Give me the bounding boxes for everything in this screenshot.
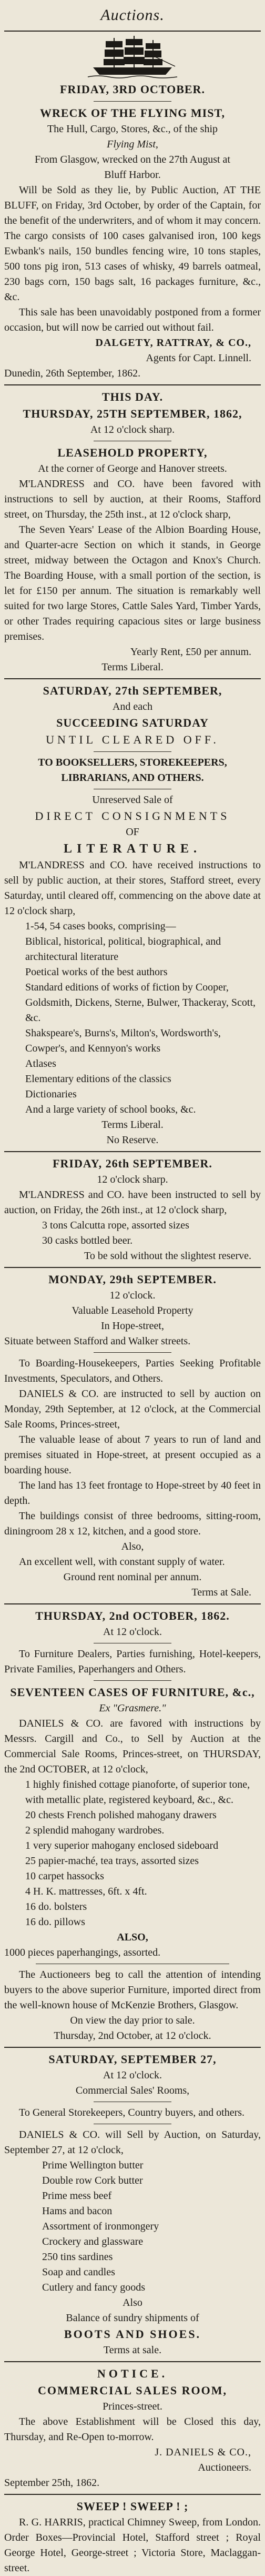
ad-rent: Yearly Rent, £50 per annum. [130, 646, 251, 658]
ad-body: Will be Sold as they lie, by Public Auction, AT THE BLUFF, on Friday, 3rd October, by order of the Captain, for the benefit of the underwriters, and of whom it may concern. The cargo consists of 100 cases galvanised iron, 100 kegs Ewbank's nails, 150 bundles fencing wire, 10 tons staples, 500 tons pig iron, 513 cases of whisky, 49 barrels oatmeal, 230 bags corn, 150 bags salt, 16 packages furniture, &c., &c. [4, 184, 261, 303]
divider [94, 1680, 171, 1681]
ad-also: ALSO, [117, 1931, 148, 1943]
ad-item: Prime mess beef [42, 2190, 112, 2202]
ad-body: R. G. HARRIS, practical Chimney Sweep, from London. Order Boxes—Provincial Hotel, Stafford street ; Royal George Hotel, George-street ; Victoria Store, Maclaggan-street. [4, 2516, 261, 2574]
ad-item: 1 very superior mahogany enclosed sideboard [25, 1840, 219, 1851]
ad-date: FRIDAY, 3RD OCTOBER. [60, 83, 205, 96]
ad-line: From Glasgow, wrecked on the 27th August at [35, 154, 230, 165]
ad-body: M'LANDRESS and CO. have been favored with instructions to sell by auction, at their Rooms, Stafford street, on Thursday, the 25th inst., at 12 o'clock sharp, [4, 478, 261, 520]
ad-item: Crockery and glassware [42, 2236, 144, 2247]
ad-date: THURSDAY, 2nd OCTOBER, 1862. [35, 1609, 230, 1622]
ship-icon [88, 35, 177, 80]
notice-sales-room [4, 2365, 261, 2491]
ad-body: M'LANDRESS and CO. have received instructions to sell by public auction, at their stores, Stafford street, every Saturday, until cleared off, commencing on the above date at 12 o'clock sharp, [4, 859, 261, 917]
ad-item: Also [123, 2297, 142, 2309]
ad-item: Poetical works of the best authors [25, 966, 168, 978]
ad-body: An excellent well, with constant supply of water. [19, 1556, 225, 1568]
ad-body: The valuable lease of about 7 years to run of land and premises situated in Hope-street, at present occupied as a boarding house. [4, 1434, 261, 1476]
ad-title: WRECK OF THE FLYING MIST, [39, 106, 225, 120]
divider [4, 1267, 261, 1268]
ad-item: 25 papier-maché, tea trays, assorted sizes [25, 1855, 199, 1867]
ad-place: Commercial Sales' Rooms, [75, 2085, 190, 2096]
divider [94, 751, 171, 752]
divider [4, 1151, 261, 1152]
ad-item: Prime Wellington butter [42, 2159, 144, 2171]
ad-line: Unreserved Sale of [92, 794, 173, 806]
ad-line: In Hope-street, [101, 1320, 164, 1332]
divider [4, 384, 261, 385]
ad-line: At the corner of George and Hanover streets. [38, 463, 227, 474]
ad-audience: To Boarding-Housekeepers, Parties Seeking Profitable Investments, Speculators, and Others. [4, 1358, 261, 1384]
ad-item: 250 tins sardines [42, 2251, 113, 2263]
ad-line: Valuable Leasehold Property [72, 1305, 193, 1316]
auction-literature [4, 682, 261, 1148]
ad-item: 1-54, 54 cases books, comprising— [25, 920, 176, 932]
ad-time: At 12 o'clock sharp. [90, 424, 175, 435]
ad-agent-role: Agents for Capt. Linnell. [146, 352, 251, 364]
ad-audience: To Furniture Dealers, Parties furnishing, Hotel-keepers, Private Families, Paperhangers and Others. [4, 1648, 261, 1675]
ad-audience: TO BOOKSELLERS, STOREKEEPERS, LIBRARIANS, AND OTHERS. [38, 757, 227, 784]
ad-dateline: September 25th, 1862. [4, 2477, 100, 2489]
ad-body: The Seven Years' Lease of the Albion Boarding House, and Quarter-acre Section on which it stands, in George street, midway between the Octagon and Knox's Church. The Boarding House, with a small portion of the section, is let for £150 per annum. The situation is remarkably well suited for two large Stores, Cattle Sales Yard, Timber Yards, or other Trades requiring capacious sites or large business premises. [4, 524, 261, 642]
ad-item: And a large variety of school books, &c. [25, 1104, 196, 1115]
ad-title: LEASEHOLD PROPERTY, [57, 446, 208, 459]
ad-date: SATURDAY, 27th SEPTEMBER, [43, 684, 222, 697]
divider [4, 678, 261, 679]
ad-agent: J. DANIELS & CO., [155, 2446, 251, 2458]
ad-body: The Auctioneers beg to call the attention of intending buyers to the above superior Furniture, imported direct from the well-known house of McKenzie Brothers, Glasgow. [4, 1969, 261, 2011]
ad-body: The above Establishment will be Closed this day, Thursday, and Re-Open to-morrow. [4, 2416, 261, 2443]
ad-date: SATURDAY, SEPTEMBER 27, [48, 2053, 217, 2066]
ad-terms: Terms Liberal. [101, 1119, 164, 1131]
ad-title: LITERATURE. [64, 842, 201, 856]
ad-date: THURSDAY, 25TH SEPTEMBER, 1862, [23, 407, 242, 420]
ad-day: THIS DAY. [101, 390, 164, 403]
ad-body: The land has 13 feet frontage to Hope-street by 40 feet in depth. [4, 1480, 261, 1507]
ad-line: And each [112, 701, 153, 712]
ad-item: Atlases [25, 1058, 56, 1069]
ad-line: DIRECT CONSIGNMENTS [35, 809, 230, 823]
ad-time: 12 o'clock sharp. [97, 1174, 168, 1185]
auction-rope-beer [4, 1155, 261, 1264]
ad-item: 10 carpet hassocks [25, 1870, 104, 1882]
ad-item: 3 tons Calcutta rope, assorted sizes [42, 1220, 189, 1231]
ad-item: 1000 pieces paperhangings, assorted. [4, 1947, 161, 1958]
ad-agent-role: Auctioneers. [198, 2462, 251, 2473]
divider [4, 2047, 261, 2048]
ad-item: Cutlery and fancy goods [42, 2282, 146, 2293]
ad-item: Shakspeare's, Burns's, Milton's, Wordsworth's, Cowper's, and Kennyon's works [25, 1027, 221, 1054]
ad-time: 12 o'clock. [109, 1290, 156, 1301]
ad-date: FRIDAY, 26th SEPTEMBER. [53, 1157, 212, 1170]
ad-item: 16 do. bolsters [25, 1901, 87, 1913]
ad-agent: DALGETY, RATTRAY, & CO., [95, 337, 251, 349]
ad-line: The Hull, Cargo, Stores, &c., of the ship [47, 123, 218, 135]
ad-item: Terms at sale. [103, 2344, 162, 2356]
ad-body: M'LANDRESS and CO. have been instructed to sell by auction, on Friday, the 26th inst., at 12 o'clock sharp, [4, 1189, 261, 1216]
ad-audience: To General Storekeepers, Country buyers, and others. [19, 2107, 245, 2118]
ad-body: The buildings consist of three bedrooms, sitting-room, diningroom 28 x 12, kitchen, and a good store. [4, 1510, 261, 1537]
ad-terms: Terms Liberal. [101, 661, 164, 673]
auction-hope-street [4, 1271, 261, 1600]
ad-item: Dictionaries [25, 1088, 77, 1100]
auction-furniture [4, 1608, 261, 2044]
divider [4, 2361, 261, 2362]
auction-storekeepers [4, 2051, 261, 2358]
section-title: Auctions. [100, 6, 165, 24]
ad-view: On view the day prior to sale. [70, 2015, 195, 2026]
ad-body: DANIELS & CO. will Sell by Auction, on Saturday, September 27, at 12 o'clock, [4, 2129, 261, 2156]
ad-title: COMMERCIAL SALES ROOM, [38, 2384, 227, 2397]
ad-line: Ex "Grasmere." [99, 1702, 166, 1714]
ad-item: Assortment of ironmongery [42, 2221, 159, 2232]
ad-time: At 12 o'clock. [103, 1626, 162, 1638]
ad-item: 30 casks bottled beer. [42, 1235, 133, 1246]
ad-line: SUCCEEDING SATURDAY [56, 716, 209, 729]
ad-body: DANIELS & CO. are favored with instructions by Messrs. Cargill and Co., to Sell by Auction at the Commercial Sale Rooms, Princes-street, on THURSDAY, the 2nd OCTOBER, at 12 o'clock, [4, 1718, 261, 1775]
ad-closing: To be sold without the slightest reserve. [84, 1250, 251, 1262]
ad-item: Soap and candles [42, 2266, 115, 2278]
auction-flying-mist [4, 81, 261, 381]
ad-item: 1 highly finished cottage pianoforte, of superior tone, with metallic plate, registered keyboard, &c., &c. [25, 1779, 250, 1806]
divider [94, 101, 171, 102]
ad-line: UNTIL CLEARED OFF. [46, 733, 219, 746]
ad-body: DANIELS & CO. are instructed to sell by auction on Monday, 29th September, at 12 o'clock, at the Commercial Sale Rooms, Princes-street, [4, 1388, 261, 1430]
ad-item: Standard editions of works of fiction by Cooper, Goldsmith, Dickens, Sterne, Bulwer, Thackeray, Scott, &c. [25, 982, 256, 1024]
ad-item: Elementary editions of the classics [25, 1073, 171, 1085]
ad-title: SEVENTEEN CASES OF FURNITURE, &c., [10, 1686, 255, 1699]
ad-line: Bluff Harbor. [104, 169, 161, 181]
divider [94, 1352, 171, 1353]
ad-line: OF [126, 826, 139, 838]
ad-item: Balance of sundry shipments of [66, 2312, 199, 2324]
ad-item: 4 H. K. mattresses, 6ft. x 4ft. [25, 1886, 147, 1897]
ad-item: BOOTS AND SHOES. [64, 2327, 201, 2341]
ad-when: Thursday, 2nd October, at 12 o'clock. [54, 2030, 211, 2042]
ad-item: 2 splendid mahogany wardrobes. [25, 1825, 165, 1836]
ad-chimney-sweep [4, 2498, 261, 2576]
ad-date: MONDAY, 29th SEPTEMBER. [48, 1273, 217, 1286]
ad-line: Situate between Stafford and Walker streets. [4, 1335, 191, 1347]
ad-rent: Ground rent nominal per annum. [63, 1571, 202, 1583]
ad-title: SWEEP ! SWEEP ! ; [76, 2500, 189, 2513]
auctions-header [4, 0, 261, 32]
ad-terms: Terms at Sale. [191, 1587, 251, 1598]
divider [4, 2494, 261, 2495]
ad-time: At 12 o'clock. [103, 2069, 162, 2081]
ad-also: Also, [121, 1541, 144, 1552]
ad-item: 16 do. pillows [25, 1916, 85, 1928]
ad-body: This sale has been unavoidably postponed from a former occasion, but will now be carried out without fail. [4, 306, 261, 333]
ad-reserve: No Reserve. [106, 1134, 159, 1146]
ad-item: Biblical, historical, political, biographical, and architectural literature [25, 936, 221, 963]
ad-line: Princes-street. [103, 2401, 162, 2412]
ad-item: Double row Cork butter [42, 2175, 143, 2186]
auction-leasehold-property [4, 389, 261, 675]
ad-notice: NOTICE. [97, 2367, 168, 2380]
ad-item: Hams and bacon [42, 2205, 113, 2217]
ad-line: Flying Mist, [107, 138, 158, 150]
divider [4, 1603, 261, 1604]
ad-item: 20 chests French polished mahogany drawers [25, 1809, 217, 1821]
ad-dateline: Dunedin, 26th September, 1862. [4, 368, 141, 379]
